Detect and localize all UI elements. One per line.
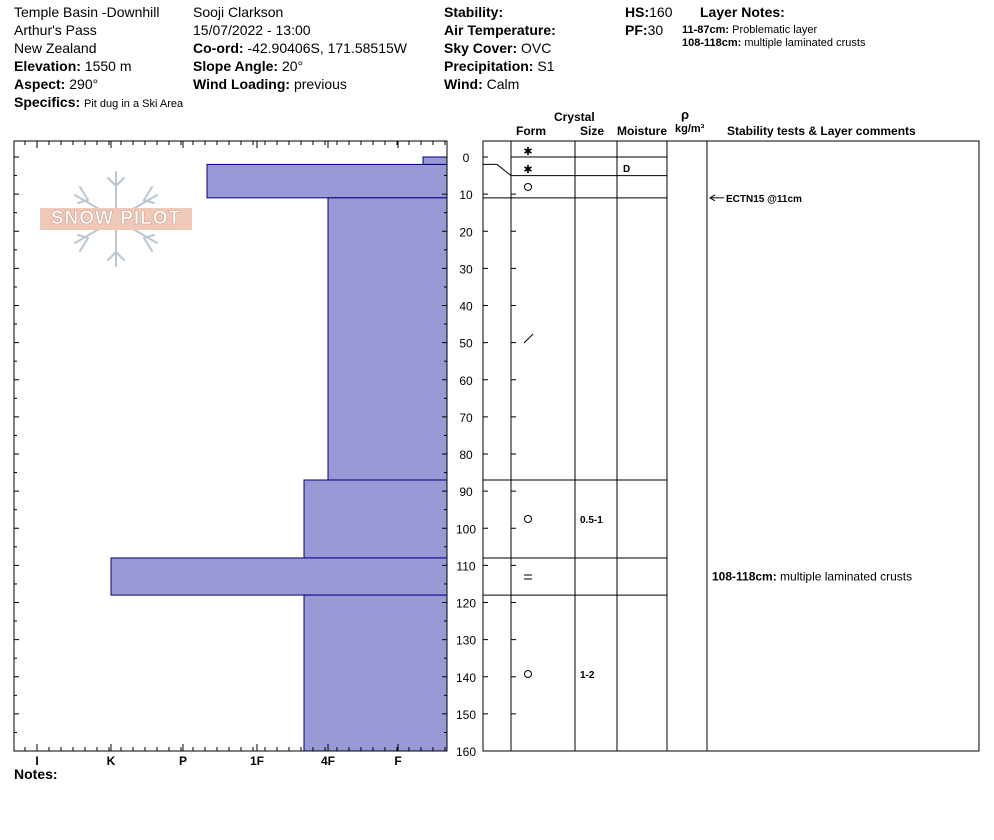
wind-value: Calm	[486, 76, 520, 92]
layer-size: 0.5-1	[580, 515, 603, 526]
layer-moisture: D	[623, 164, 631, 175]
sky-label: Sky Cover:	[444, 40, 518, 56]
layer-size: 1-2	[580, 670, 595, 681]
layer-note-1-range: 11-87cm:	[682, 24, 730, 36]
hardness-tick-label: 4F	[320, 754, 336, 768]
header-crystal: Crystal	[554, 110, 595, 124]
slope-value: 20°	[281, 58, 304, 74]
layer-comment-range: 108-118cm:	[712, 569, 777, 584]
layer-note-2-range: 108-118cm:	[682, 37, 742, 49]
chart-frame	[14, 141, 979, 751]
wind-loading-label: Wind Loading:	[193, 76, 291, 92]
specifics-value: Pit dug in a Ski Area	[84, 98, 184, 110]
hardness-bar	[304, 595, 447, 751]
hardness-bars	[111, 157, 447, 751]
wind-label: Wind:	[444, 76, 483, 92]
depth-tick-label: 150	[455, 707, 477, 722]
form-round-icon	[525, 184, 532, 191]
coord-label: Co-ord:	[193, 40, 244, 56]
depth-tick-label: 90	[459, 485, 473, 500]
sky-value: OVC	[521, 40, 552, 56]
form-round-icon	[525, 516, 532, 523]
notes-label: Notes:	[14, 766, 58, 782]
hs-value: 160	[649, 4, 673, 20]
depth-tick-label: 0	[462, 151, 470, 165]
hardness-tick-label: 1F	[249, 754, 265, 768]
depth-tick-label: 100	[455, 522, 477, 537]
form-newsnow-icon: ✱	[523, 145, 533, 158]
aspect-value: 290°	[69, 76, 99, 92]
header-size: Size	[580, 124, 605, 138]
layer-note-1-text: Problematic layer	[732, 24, 818, 36]
depth-tick-label: 50	[459, 336, 473, 351]
hs-label: HS:	[625, 4, 650, 20]
depth-tick-label: 40	[459, 299, 473, 314]
depth-tick-label: 160	[455, 745, 477, 759]
wind-loading-value: previous	[293, 76, 347, 92]
header-comments: Stability tests & Layer comments	[727, 124, 916, 138]
hardness-bar	[328, 198, 447, 480]
layer-table	[483, 145, 912, 681]
table-frame	[483, 141, 979, 751]
elevation-value: 1550 m	[84, 58, 132, 74]
layer-notes-label: Layer Notes:	[700, 4, 785, 20]
specifics-label: Specifics:	[14, 94, 81, 110]
header-form: Form	[516, 124, 546, 138]
location-line3: New Zealand	[14, 40, 97, 56]
pf-label: PF:	[625, 22, 648, 38]
depth-tick-label: 10	[459, 188, 473, 203]
hardness-tick-label: K	[106, 754, 116, 768]
stability-test-text: ECTN15 @11cm	[726, 193, 802, 205]
layer-comment-text: multiple laminated crusts	[776, 569, 913, 584]
header-rho: ρ	[681, 107, 690, 122]
location-line2: Arthur's Pass	[14, 22, 97, 38]
stability-label: Stability:	[444, 4, 504, 20]
hardness-bar	[111, 558, 447, 595]
depth-tick-label: 70	[459, 410, 473, 425]
elevation-label: Elevation:	[14, 58, 81, 74]
form-round-icon	[525, 671, 532, 678]
depth-tick-label: 120	[455, 596, 477, 611]
hardness-tick-label: F	[394, 754, 402, 768]
header-moisture: Moisture	[617, 124, 668, 138]
precip-label: Precipitation:	[444, 58, 534, 74]
layer-comment	[712, 570, 912, 584]
hardness-tick-label: P	[178, 754, 188, 768]
hardness-bar	[304, 480, 447, 558]
datetime: 15/07/2022 - 13:00	[193, 22, 311, 38]
precip-value: S1	[537, 58, 555, 74]
slope-label: Slope Angle:	[193, 58, 279, 74]
form-newsnow-icon: ✱	[523, 163, 533, 176]
depth-tick-label: 80	[459, 448, 473, 462]
layer-note-2-text: multiple laminated crusts	[744, 37, 866, 49]
coord-value: -42.90406S, 171.58515W	[247, 40, 408, 56]
hardness-tick-label: I	[35, 754, 39, 768]
depth-tick-label: 30	[459, 262, 473, 277]
depth-tick-label: 110	[456, 559, 476, 574]
depth-tick-label: 140	[455, 670, 477, 685]
depth-tick-label: 60	[459, 373, 473, 388]
header-density-unit: kg/m³	[675, 123, 705, 135]
observer: Sooji Clarkson	[193, 4, 284, 20]
depth-tick-label: 20	[459, 225, 473, 240]
hardness-bar	[207, 164, 447, 197]
aspect-label: Aspect:	[14, 76, 66, 92]
layer-connector	[483, 164, 511, 175]
snowpilot-logo-text: SNOW PILOT	[40, 208, 192, 230]
form-decomposing-icon	[524, 334, 533, 343]
depth-tick-label: 130	[455, 633, 477, 648]
location-line1: Temple Basin -Downhill	[14, 4, 160, 20]
hardness-bar	[423, 157, 447, 164]
pf-value: 30	[647, 22, 664, 38]
air-temp-label: Air Temperature:	[444, 22, 556, 38]
